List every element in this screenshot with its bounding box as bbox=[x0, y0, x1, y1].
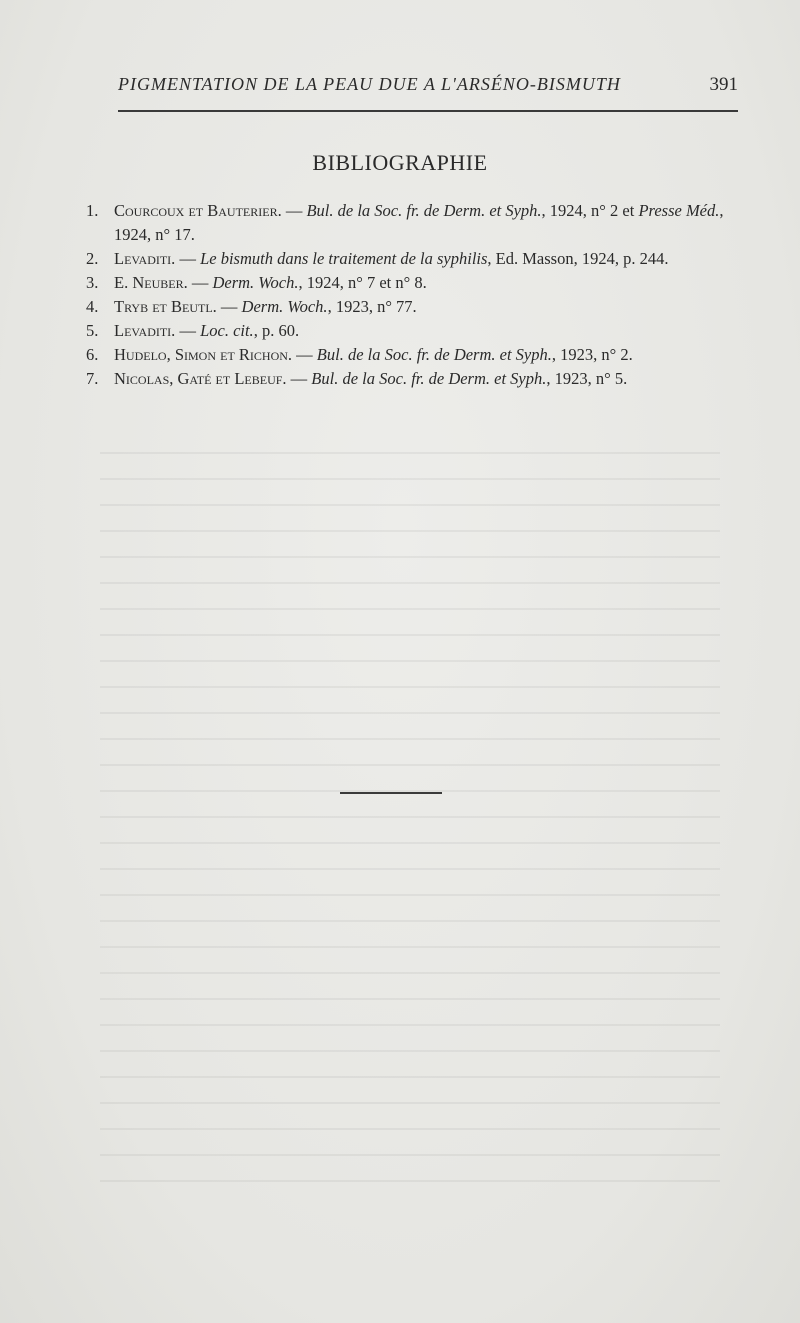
entry-separator: — bbox=[175, 321, 201, 340]
bibliography-entry bbox=[86, 343, 740, 367]
entry-number: 1. bbox=[86, 201, 99, 220]
header-rule bbox=[118, 110, 738, 112]
entry-title: Derm. Woch. bbox=[241, 297, 328, 316]
entry-separator: — bbox=[216, 297, 242, 316]
bibliography-list bbox=[86, 199, 740, 391]
entry-authors: Hudelo, Simon et Richon. bbox=[114, 345, 293, 364]
entry-number: 4. bbox=[86, 297, 99, 316]
entry-separator: — bbox=[292, 345, 317, 364]
entry-separator: — bbox=[187, 273, 213, 292]
running-header bbox=[118, 74, 738, 96]
entry-number: 3. bbox=[86, 273, 99, 292]
bibliography-entry bbox=[86, 367, 740, 391]
entry-number: 2. bbox=[86, 249, 99, 268]
entry-details-2: , 1924, n° 17. bbox=[114, 201, 724, 244]
page-number: 391 bbox=[709, 74, 738, 95]
entry-details: , Ed. Masson, 1924, p. 244. bbox=[487, 249, 669, 268]
entry-details: , 1924, n° 7 et n° 8. bbox=[298, 273, 427, 292]
running-title: PIGMENTATION DE LA PEAU DUE A L'ARSÉNO-BISMUTH bbox=[118, 74, 621, 94]
bleed-through-texture bbox=[100, 430, 720, 1190]
bibliography-entry bbox=[86, 247, 740, 271]
entry-details: , 1923, n° 5. bbox=[546, 369, 628, 388]
entry-separator: — bbox=[281, 201, 307, 220]
entry-authors: Courcoux et Bauterier. bbox=[114, 201, 282, 220]
entry-authors: Nicolas, Gaté et Lebeuf. bbox=[114, 369, 287, 388]
entry-title: Bul. de la Soc. fr. de Derm. et Syph. bbox=[311, 369, 547, 388]
entry-number: 7. bbox=[86, 369, 99, 388]
bibliography-entry bbox=[86, 199, 740, 247]
section-title: BIBLIOGRAPHIE bbox=[312, 150, 488, 175]
bibliography-entry bbox=[86, 271, 740, 295]
entry-details: , p. 60. bbox=[253, 321, 300, 340]
entry-details: , 1923, n° 77. bbox=[327, 297, 417, 316]
entry-title: Loc. cit. bbox=[200, 321, 254, 340]
entry-details: , 1923, n° 2. bbox=[551, 345, 633, 364]
entry-details: , 1924, n° 2 et bbox=[541, 201, 639, 220]
entry-title: Le bismuth dans le traitement de la syphilis bbox=[200, 249, 488, 268]
entry-title: Derm. Woch. bbox=[212, 273, 299, 292]
entry-authors: Levaditi. bbox=[114, 249, 176, 268]
entry-title-2: Presse Méd. bbox=[638, 201, 720, 220]
entry-separator: — bbox=[175, 249, 201, 268]
entry-number: 6. bbox=[86, 345, 99, 364]
entry-separator: — bbox=[286, 369, 312, 388]
end-rule bbox=[340, 792, 442, 794]
entry-number: 5. bbox=[86, 321, 99, 340]
entry-authors: Levaditi. bbox=[114, 321, 176, 340]
entry-authors: E. Neuber. bbox=[114, 273, 188, 292]
entry-title: Bul. de la Soc. fr. de Derm. et Syph. bbox=[306, 201, 542, 220]
entry-title: Bul. de la Soc. fr. de Derm. et Syph. bbox=[316, 345, 552, 364]
entry-authors: Tryb et Beutl. bbox=[114, 297, 217, 316]
bibliography-entry bbox=[86, 295, 740, 319]
bibliography-entry bbox=[86, 319, 740, 343]
